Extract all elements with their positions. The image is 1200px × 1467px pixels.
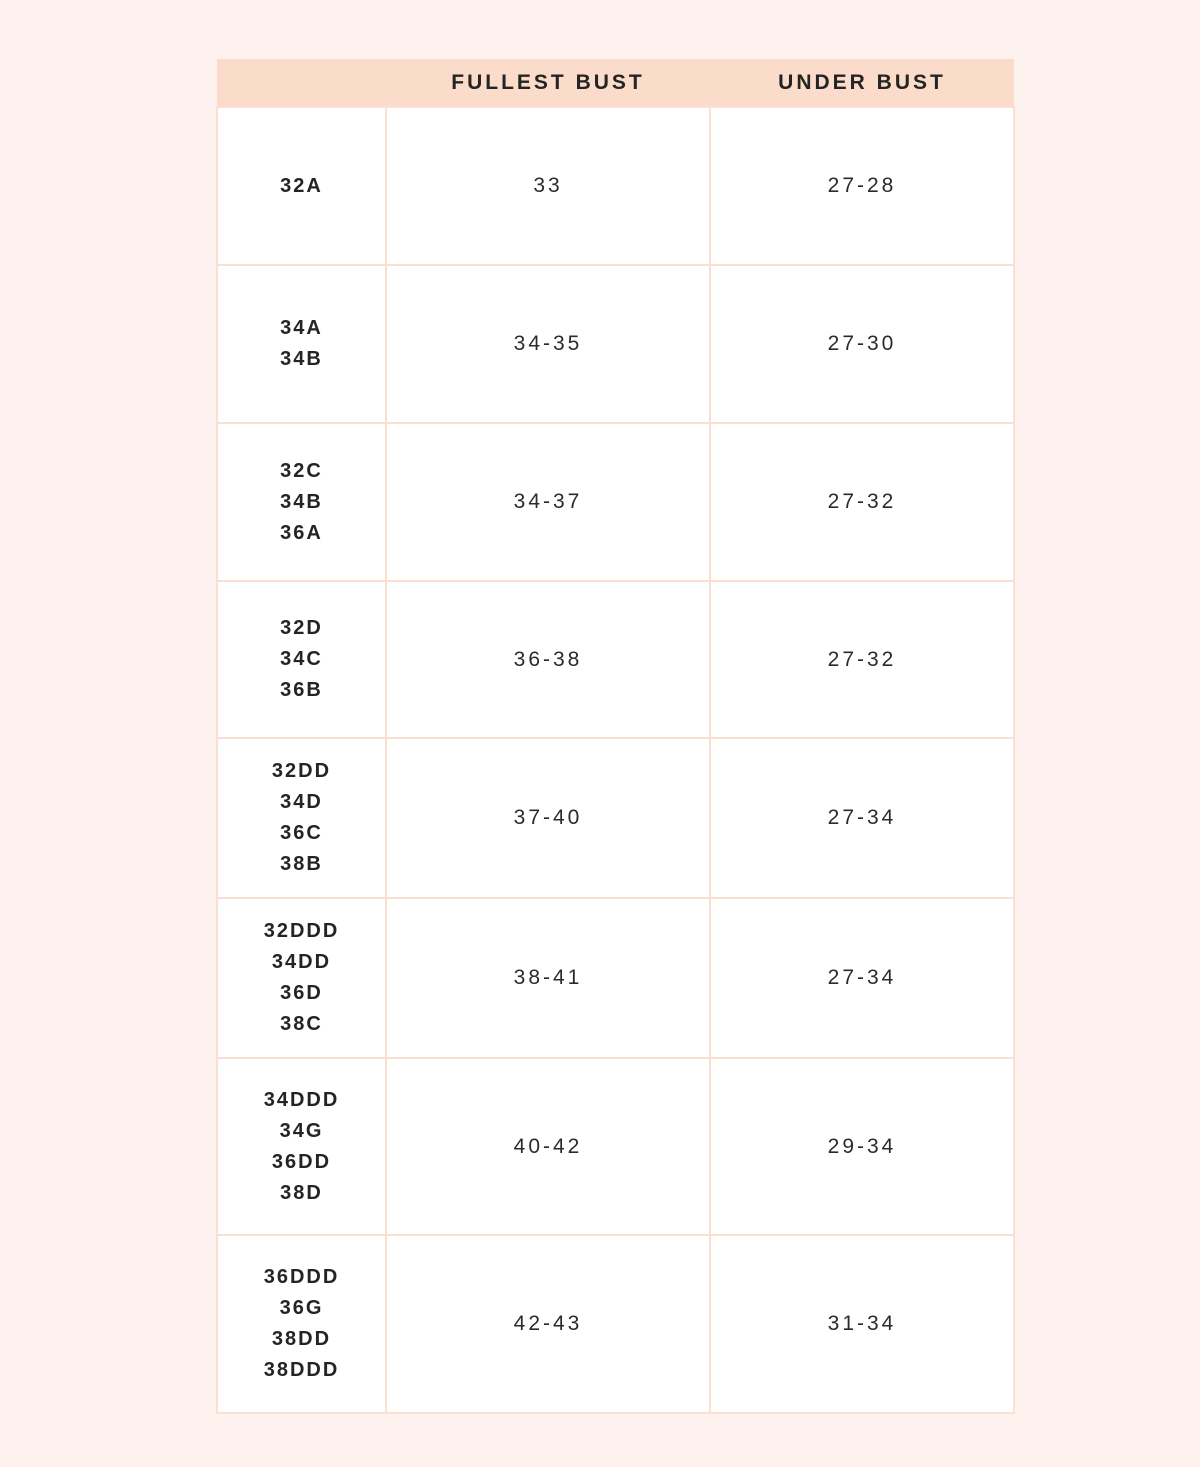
size-cell [217,423,386,581]
size-label: 36DDD [263,1266,340,1288]
size-label: 38B [280,853,323,875]
size-label: 34A [280,317,323,339]
fullest-bust-value: 42-43 [386,1235,710,1413]
size-label: 36B [280,679,323,701]
size-label: 38DD [271,1328,332,1350]
table-row [217,898,1014,1058]
size-label: 34DD [271,951,332,973]
size-label: 38DDD [263,1359,340,1381]
size-label: 36C [280,822,323,844]
size-label: 32A [280,174,323,197]
size-label: 32D [280,617,323,639]
size-cell [217,1058,386,1235]
fullest-bust-value: 36-38 [386,581,710,738]
size-label: 34C [280,648,323,670]
under-bust-value: 27-34 [710,898,1014,1058]
size-cell [217,107,386,265]
fullest-bust-value: 40-42 [386,1058,710,1235]
size-label: 36D [280,982,323,1004]
size-label: 34B [280,490,323,513]
size-label: 38D [280,1181,323,1204]
size-label: 32DDD [263,920,340,942]
fullest-bust-value: 34-37 [386,423,710,581]
table-row [217,107,1014,265]
fullest-bust-value: 34-35 [386,265,710,423]
under-bust-value: 29-34 [710,1058,1014,1235]
size-label: 34G [279,1119,324,1142]
under-bust-value: 27-28 [710,107,1014,265]
size-label: 36A [280,521,323,544]
size-label: 36G [279,1297,324,1319]
fullest-bust-value: 33 [386,107,710,265]
size-cell [217,581,386,738]
size-label: 36DD [271,1150,332,1173]
size-label: 34B [280,348,323,370]
table-row [217,738,1014,898]
table-row [217,581,1014,738]
size-label: 38C [280,1013,323,1035]
size-label: 34DDD [263,1088,340,1111]
fullest-bust-value: 38-41 [386,898,710,1058]
size-label: 34D [280,791,323,813]
table-row [217,265,1014,423]
header-row [217,59,1014,107]
header-cell-fullest-bust: FULLEST BUST [386,59,710,107]
size-label: 32DD [271,760,332,782]
table-row [217,1058,1014,1235]
fullest-bust-value: 37-40 [386,738,710,898]
size-cell [217,265,386,423]
table-body [217,107,1014,1413]
table-row [217,1235,1014,1413]
under-bust-value: 27-32 [710,581,1014,738]
under-bust-value: 31-34 [710,1235,1014,1413]
size-cell [217,1235,386,1413]
size-cell [217,898,386,1058]
size-label: 32C [280,459,323,482]
under-bust-value: 27-32 [710,423,1014,581]
table-row [217,423,1014,581]
header-cell-under-bust: UNDER BUST [710,59,1014,107]
size-cell [217,738,386,898]
bra-size-chart-table [216,59,1015,1414]
under-bust-value: 27-34 [710,738,1014,898]
under-bust-value: 27-30 [710,265,1014,423]
header-cell-size [217,59,386,107]
